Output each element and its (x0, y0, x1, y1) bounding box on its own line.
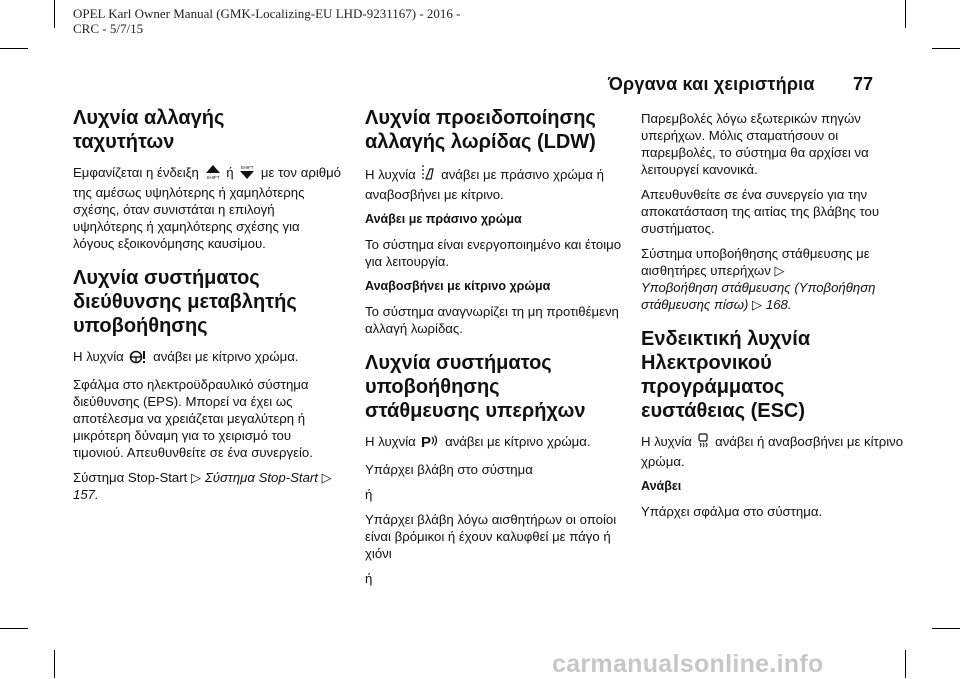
page-reference[interactable]: 157. (73, 487, 99, 502)
reference-arrow-icon: ▷ (190, 470, 202, 485)
column-1 (73, 106, 341, 511)
paragraph-workshop: Απευθυνθείτε σε ένα συνεργείο για την αποκατάσταση της αιτίας της βλάβης του συστήματος. (641, 187, 880, 236)
paragraph-eps-fault: Σφάλμα στο ηλεκτροϋδραυλικό σύστημα διεύθυνσης (EPS). Μπορεί να έχει ως αποτέλεσμα να χρειάζεται μεγαλύτερη ή μικρότερη δύναμη για το χειρισμό του τιμονιού. Απευθυνθείτε σε ένα συνεργείο. (73, 377, 313, 460)
svg-text:SHIFT: SHIFT (240, 165, 254, 170)
subheading-yellow-flash: Αναβοσβήνει με κίτρινο χρώμα (365, 279, 551, 293)
watermark: carmanualsonline.info (552, 650, 824, 678)
paragraph-stop-start-ref: Σύστημα Stop-Start ▷ Σύστημα Stop-Start ▷ 157. (73, 470, 332, 502)
svg-text:P: P (421, 434, 432, 449)
shift-down-icon (239, 164, 255, 184)
paragraph-ldw-light: Η λυχνία ανάβει με πράσινο χρώμα ή αναβοσβήνει με κίτρινο. (365, 164, 633, 203)
reference-arrow-icon: ▷ (321, 470, 332, 485)
crop-mark (54, 650, 55, 678)
paragraph-ldw-detect: Το σύστημα αναγνωρίζει τη μη προτιθέμενη αλλαγή λωρίδας. (365, 304, 619, 336)
heading-esc-light: Ενδεικτική λυχνία Ηλεκτρονικού προγράμματος ευστάθειας (ESC) (641, 328, 811, 422)
heading-eps-light: Λυχνία συστήματος διεύθυνσης μεταβλητής υποβοήθησης (73, 267, 297, 337)
crop-mark (905, 650, 906, 678)
reference-arrow-icon: ▷ (774, 263, 785, 278)
header-line-1: OPEL Karl Owner Manual (GMK-Localizing-EU LHD-9231167) - 2016 - (73, 6, 461, 21)
crop-mark (54, 0, 55, 28)
parking-assist-link[interactable]: Υποβοήθηση στάθμευσης (Υποβοήθηση στάθμευσης πίσω) (641, 280, 876, 312)
header-line-2: CRC - 5/7/15 (73, 21, 144, 36)
page-number: 77 (853, 74, 874, 94)
subheading-green: Ανάβει με πράσινο χρώμα (365, 212, 522, 226)
paragraph-eps-light: Η λυχνία ανάβει με κίτρινο χρώμα. (73, 348, 341, 368)
paragraph-parking-fault: Υπάρχει βλάβη στο σύστημα (365, 462, 533, 477)
or-separator: ή (365, 571, 373, 586)
heading-ldw-light: Λυχνία προειδοποίησης αλλαγής λωρίδας (LDW) (365, 107, 596, 153)
crop-mark (0, 628, 28, 629)
crop-mark (932, 628, 960, 629)
esc-skid-icon (697, 433, 709, 453)
shift-up-icon (205, 164, 221, 184)
paragraph-parking-light: Η λυχνία P ανάβει με κίτρινο χρώμα. (365, 433, 633, 453)
subheading-lit: Ανάβει (641, 479, 682, 493)
crop-mark (932, 48, 960, 49)
heading-parking-assist-light: Λυχνία συστήματος υποβοήθησης στάθμευσης υπερήχων (365, 352, 586, 422)
column-2 (365, 106, 633, 595)
lane-departure-icon (421, 164, 435, 186)
stop-start-link[interactable]: Σύστημα Stop-Start (204, 470, 318, 485)
heading-shift-light: Λυχνία αλλαγής ταχυτήτων (73, 107, 225, 153)
or-separator: ή (365, 487, 373, 502)
parking-assist-icon (421, 433, 439, 453)
steering-warning-icon (129, 350, 147, 368)
svg-text:SHIFT: SHIFT (206, 175, 220, 180)
paragraph-interference: Παρεμβολές λόγω εξωτερικών πηγών υπερήχων. Μόλις σταματήσουν οι παρεμβολές, το σύστημα θα αρχίσει να λειτουργεί κανονικά. (641, 111, 869, 177)
paragraph-ldw-ready: Το σύστημα είναι ενεργοποιημένο και έτοιμο για λειτουργία. (365, 237, 622, 269)
page-reference[interactable]: 168. (765, 297, 792, 312)
document-header (73, 6, 461, 36)
section-title: Όργανα και χειριστήρια (608, 74, 815, 94)
paragraph-parking-ref: Σύστημα υποβοήθησης στάθμευσης με αισθητήρες υπερήχων ▷ Υποβοήθηση στάθμευσης (Υποβοήθηση στάθμευσης πίσω) ▷ 168. (641, 246, 876, 312)
crop-mark (0, 48, 28, 49)
paragraph-esc-fault: Υπάρχει σφάλμα στο σύστημα. (641, 504, 823, 519)
paragraph-shift-light: Εμφανίζεται η ένδειξη SHIFT ή SHIFT με τον αριθμό της αμέσως υψηλότερης ή χαμηλότερης σχέσης, όταν συνιστάται η επιλογή υψηλότερης ή χαμηλότερης σχέσης για λόγους εξοικονόμησης καυσίμου. (73, 165, 342, 251)
reference-arrow-icon: ▷ (752, 297, 763, 312)
crop-mark (905, 0, 906, 28)
paragraph-esc-light: Η λυχνία ανάβει ή αναβοσβήνει με κίτρινο χρώμα. (641, 434, 904, 469)
paragraph-parking-sensors: Υπάρχει βλάβη λόγω αισθητήρων οι οποίοι είναι βρόμικοι ή έχουν καλυφθεί με πάγο ή χιόνι (365, 512, 617, 561)
column-3 (641, 110, 909, 528)
